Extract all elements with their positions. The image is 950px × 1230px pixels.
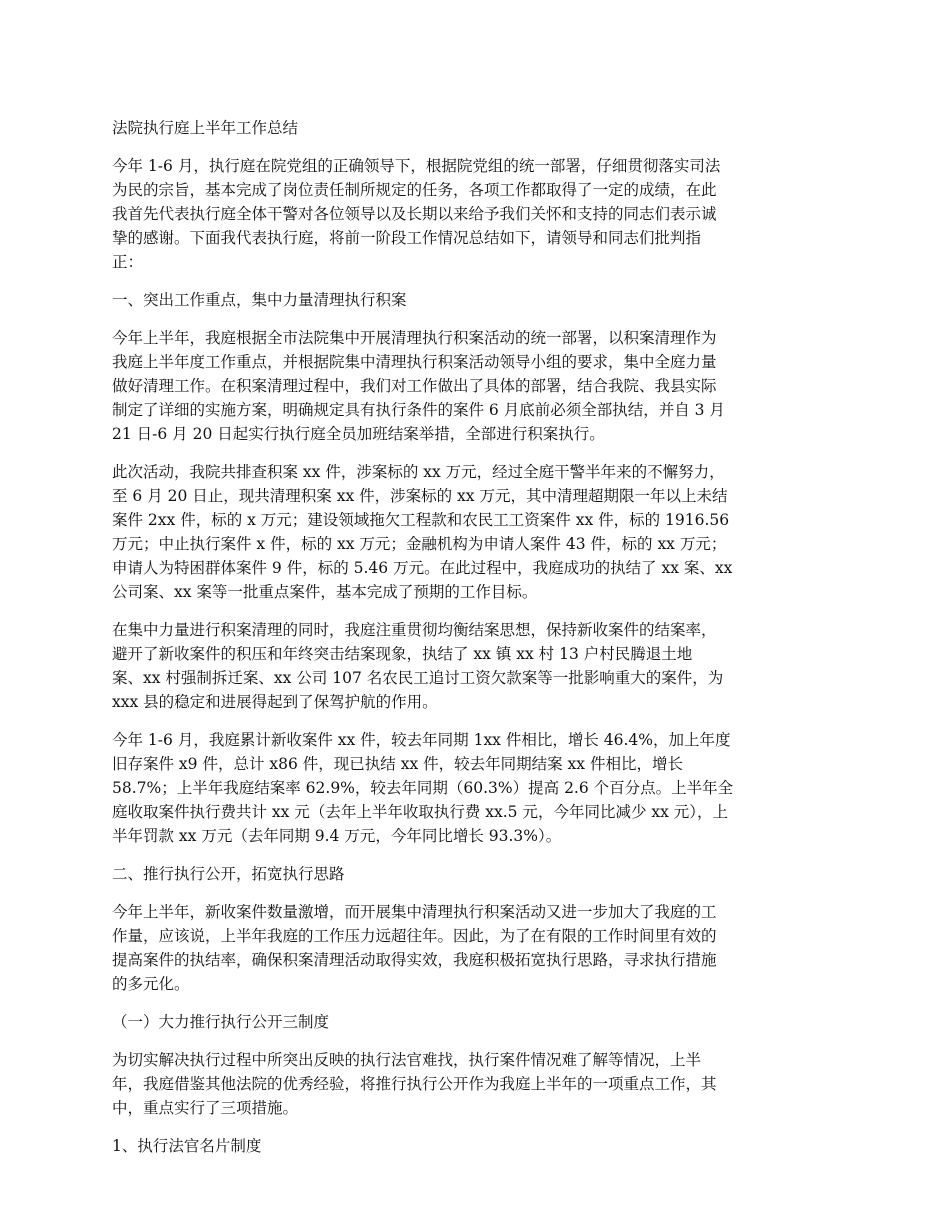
paragraph-line: 提高案件的执结率，确保积案清理活动取得实效，我庭积极拓宽执行思路，寻求执行措施	[112, 951, 717, 969]
section-heading: 二、推行执行公开，拓宽执行思路	[112, 865, 345, 883]
paragraph-line: 案、xx 村强制拆迁案、xx 公司 107 名农民工追讨工资欠款案等一批影响重大的案件，为	[112, 669, 724, 687]
paragraph-line: 至 6 月 20 日止，现共清理积案 xx 件，涉案标的 xx 万元，其中清理超期限一年以上未结	[112, 487, 728, 505]
paragraph-line: 今年上半年，新收案件数量激增，而开展集中清理执行积案活动又进一步加大了我庭的工	[112, 903, 717, 921]
paragraph-line: 21 日-6 月 20 日起实行执行庭全员加班结案举措，全部进行积案执行。	[112, 425, 605, 443]
paragraph-line: 半年罚款 xx 万元（去年同期 9.4 万元，今年同比增长 93.3%）。	[112, 827, 562, 845]
paragraph-line: 年，我庭借鉴其他法院的优秀经验，将推行执行公开作为我庭上半年的一项重点工作，其	[112, 1075, 717, 1093]
paragraph-line: 此次活动，我院共排查积案 xx 件，涉案标的 xx 万元，经过全庭干警半年来的不懈努力，	[112, 463, 725, 481]
document-page	[112, 116, 842, 1172]
paragraph-line: 申请人为特困群体案件 9 件，标的 5.46 万元。在此过程中，我庭成功的执结了 xx 案、xx	[112, 559, 733, 577]
paragraph-line: 公司案、xx 案等一批重点案件，基本完成了预期的工作目标。	[112, 583, 538, 601]
paragraph-line: 案件 2xx 件，标的 x 万元；建设领域拖欠工程款和农民工工资案件 xx 件，标的 1916.56	[112, 511, 730, 529]
paragraph-line: 58.7%；上半年我庭结案率 62.9%，较去年同期（60.3%）提高 2.6 个百分点。上半年全	[112, 779, 734, 797]
body-paragraph	[112, 618, 842, 714]
subsection-heading: （一）大力推行执行公开三制度	[112, 1013, 330, 1031]
paragraph-line: 我庭上半年度工作重点，并根据院集中清理执行积案活动领导小组的要求，集中全庭力量	[112, 353, 717, 371]
paragraph-line: 庭收取案件执行费共计 xx 元（去年上半年收取执行费 xx.5 元，今年同比减少 xx 元），上	[112, 803, 729, 821]
paragraph-line: 我首先代表执行庭全体干警对各位领导以及长期以来给予我们关怀和支持的同志们表示诚	[112, 205, 717, 223]
intro-paragraph	[112, 154, 842, 274]
paragraph-line: 避开了新收案件的积压和年终突击结案现象，执结了 xx 镇 xx 村 13 户村民腾退土地	[112, 645, 693, 663]
paragraph-line: 中，重点实行了三项措施。	[112, 1099, 299, 1117]
document-title: 法院执行庭上半年工作总结	[112, 119, 299, 137]
body-paragraph	[112, 460, 842, 604]
paragraph-line: 今年 1-6 月，执行庭在院党组的正确领导下，根据院党组的统一部署，仔细贯彻落实司法	[112, 157, 721, 175]
paragraph-line: 为民的宗旨，基本完成了岗位责任制所规定的任务，各项工作都取得了一定的成绩，在此	[112, 181, 717, 199]
body-paragraph	[112, 900, 842, 996]
section-heading: 一、突出工作重点，集中力量清理执行积案	[112, 291, 407, 309]
body-paragraph	[112, 326, 842, 446]
paragraph-line: 做好清理工作。在积案清理过程中，我们对工作做出了具体的部署，结合我院、我县实际	[112, 377, 717, 395]
body-paragraph	[112, 728, 842, 848]
paragraph-line: 正：	[112, 253, 144, 271]
paragraph-line: 今年 1-6 月，我庭累计新收案件 xx 件，较去年同期 1xx 件相比，增长 46.4%，加上年度	[112, 731, 731, 749]
paragraph-line: xxx 县的稳定和进展得起到了保驾护航的作用。	[112, 693, 438, 711]
paragraph-line: 旧存案件 x9 件，总计 x86 件，现已执结 xx 件，较去年同期结案 xx 件相比，增长	[112, 755, 683, 773]
paragraph-line: 万元；中止执行案件 x 件，标的 xx 万元；金融机构为申请人案件 43 件，标的 xx 万元；	[112, 535, 727, 553]
paragraph-line: 挚的感谢。下面我代表执行庭，将前一阶段工作情况总结如下，请领导和同志们批判指	[112, 229, 702, 247]
body-paragraph	[112, 1048, 842, 1120]
paragraph-line: 作量，应该说，上半年我庭的工作压力远超往年。因此，为了在有限的工作时间里有效的	[112, 927, 717, 945]
paragraph-line: 为切实解决执行过程中所突出反映的执行法官难找，执行案件情况难了解等情况，上半	[112, 1051, 702, 1069]
paragraph-line: 今年上半年，我庭根据全市法院集中开展清理执行积案活动的统一部署，以积案清理作为	[112, 329, 717, 347]
paragraph-line: 在集中力量进行积案清理的同时，我庭注重贯彻均衡结案思想，保持新收案件的结案率，	[112, 621, 717, 639]
item-heading: 1、执行法官名片制度	[112, 1137, 262, 1155]
paragraph-line: 的多元化。	[112, 975, 190, 993]
paragraph-line: 制定了详细的实施方案，明确规定具有执行条件的案件 6 月底前必须全部执结，并自 3 月	[112, 401, 725, 419]
